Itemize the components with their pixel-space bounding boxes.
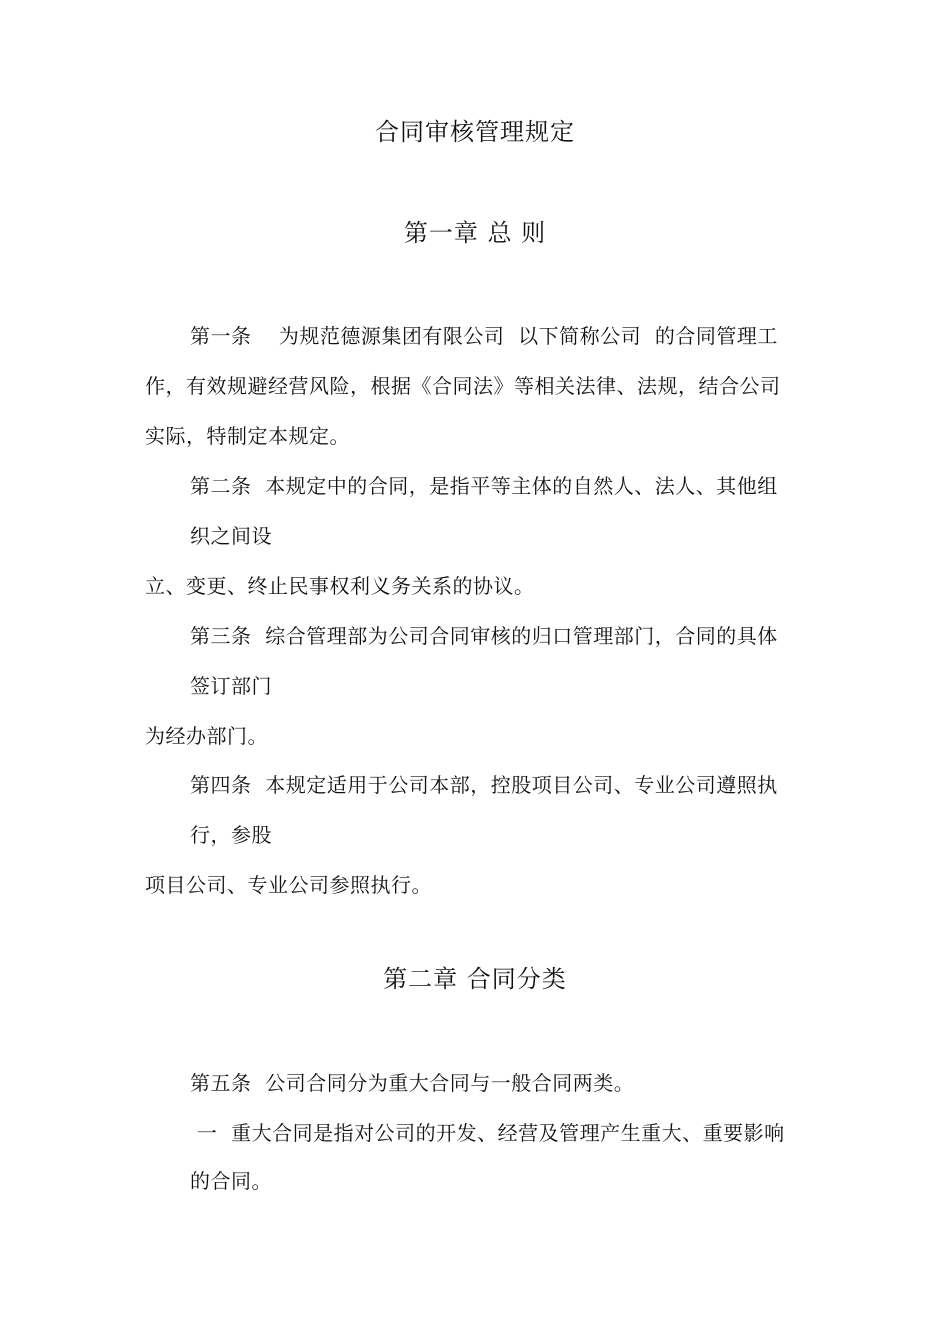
article-4-line-3: 项目公司、专业公司参照执行。 xyxy=(145,873,432,897)
article-2-line-2: 织之间设 xyxy=(190,524,272,548)
article-3-line-2: 签订部门 xyxy=(190,674,272,698)
document-title: 合同审核管理规定 xyxy=(375,118,575,146)
article-2-line-1: 第二条 本规定中的合同，是指平等主体的自然人、法人、其他组 xyxy=(190,474,778,498)
article-2-line-3: 立、变更、终止民事权利义务关系的协议。 xyxy=(145,574,535,598)
article-1-line-1: 第一条 为规范德源集团有限公司 以下简称公司 的合同管理工 xyxy=(190,324,778,348)
article-3-line-3: 为经办部门。 xyxy=(145,724,268,748)
chapter-1-heading: 第一章 总 则 xyxy=(403,219,547,247)
article-3-line-1: 第三条 综合管理部为公司合同审核的归口管理部门，合同的具体 xyxy=(190,624,778,648)
clause-1-line-2: 的合同。 xyxy=(190,1169,272,1193)
article-1-line-3: 实际，特制定本规定。 xyxy=(145,424,350,448)
chapter-2-heading: 第二章 合同分类 xyxy=(383,965,567,993)
article-4-line-2: 行，参股 xyxy=(190,823,272,847)
article-4-line-1: 第四条 本规定适用于公司本部，控股项目公司、专业公司遵照执 xyxy=(190,773,778,797)
article-1-line-2: 作，有效规避经营风险，根据《合同法》等相关法律、法规，结合公司 xyxy=(145,374,781,398)
article-5-line-1: 第五条 公司合同分为重大合同与一般合同两类。 xyxy=(190,1071,635,1095)
clause-1-line-1: 一 重大合同是指对公司的开发、经营及管理产生重大、重要影响 xyxy=(190,1121,785,1145)
